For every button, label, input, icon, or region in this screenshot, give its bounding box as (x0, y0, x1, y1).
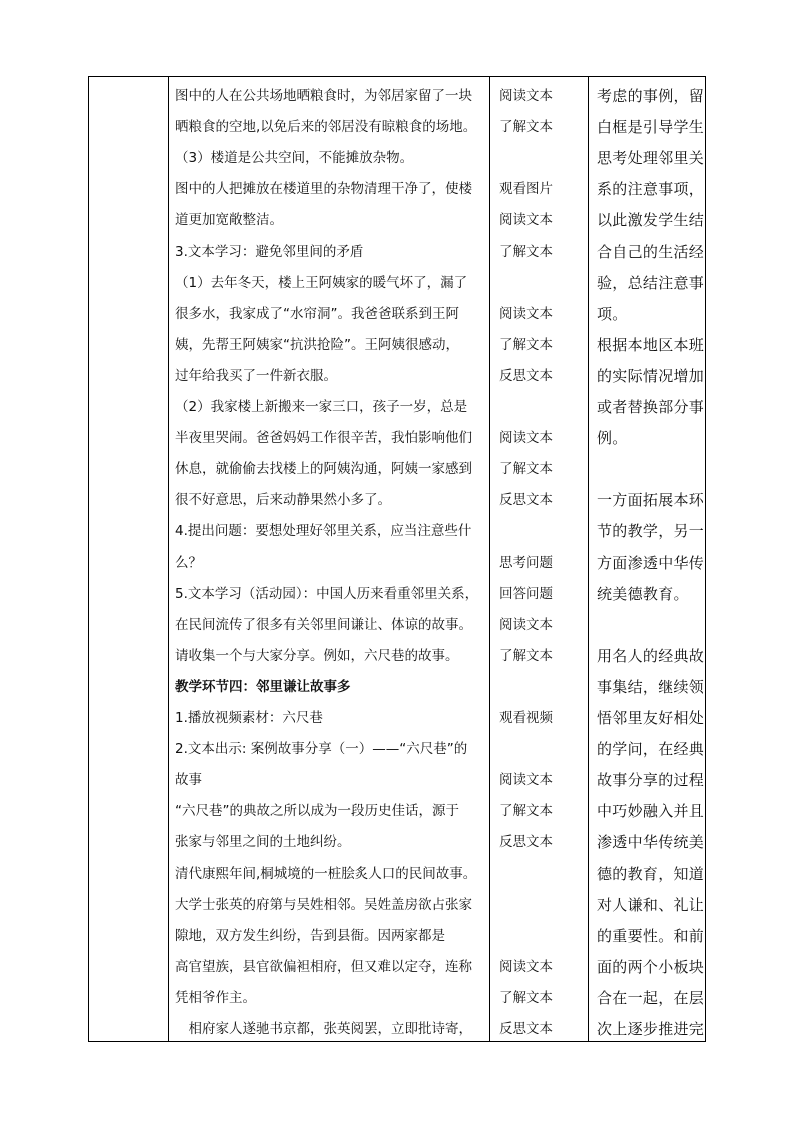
content-text-line: 图中的人在公共场地晒粮食时，为邻居家留了一块 (175, 88, 472, 104)
activity-text-line: 反思文本 (499, 834, 553, 851)
intent-text-line: 事集结，继续领 (597, 677, 705, 696)
content-text-line: “六尺巷”的典故之所以成为一段历史佳话，源于 (175, 803, 459, 820)
content-text-line: 3.文本学习：避免邻里间的矛盾 (175, 243, 364, 260)
intent-text-line: 思考处理邻里关 (597, 149, 705, 168)
content-text-line: 很多水，我家成了“水帘洞”。我爸爸联系到王阿 (175, 305, 459, 322)
student-activity-column (490, 77, 588, 1041)
intent-text-line: 面的两个小板块 (597, 957, 705, 976)
activity-text-line: 阅读文本 (499, 88, 553, 104)
content-text-line: 道更加宽敞整洁。 (175, 212, 283, 229)
content-text-line: 1.播放视频素材：六尺巷 (175, 710, 323, 726)
lesson-plan-table (88, 76, 706, 1042)
content-text-line: 凭相爷作主。 (175, 989, 256, 1006)
content-text-line: 休息，就偷偷去找楼上的阿姨沟通，阿姨一家感到 (175, 461, 472, 478)
activity-text-line: 了解文本 (499, 803, 553, 820)
intent-text-line: 故事分享的过程 (597, 771, 705, 790)
activity-text-line: 了解文本 (499, 647, 553, 664)
content-text-line: 么？ (175, 554, 202, 571)
activity-text-line: 回答问题 (499, 585, 553, 602)
intent-text-line: 的重要性。和前 (597, 926, 705, 945)
activity-text-line: 阅读文本 (499, 305, 553, 322)
intent-text-line: 对人谦和、礼让 (597, 895, 705, 914)
content-text-line: （1）去年冬天，楼上王阿姨家的暖气坏了，漏了 (175, 274, 468, 291)
content-text-line: 清代康熙年间,桐城境的一桩脍炙人口的民间故事。 (175, 865, 477, 882)
content-text-line: 姨，先帮王阿姨家“抗洪抢险”。王阿姨很感动， (175, 336, 459, 353)
activity-text-line: 了解文本 (499, 119, 553, 136)
activity-text-line: 观看视频 (499, 710, 553, 726)
content-text-line: 故事 (175, 772, 202, 789)
content-text-line: 张家与邻里之间的土地纠纷。 (175, 834, 351, 851)
content-text-line: 过年给我买了一件新衣服。 (175, 367, 337, 384)
content-text-line: 高官望族，县官欲偏袒相府，但又难以定夺，连称 (175, 958, 472, 975)
intent-text-line: 次上逐步推进完 (597, 1020, 705, 1038)
intent-text-line: 统美德教育。 (597, 584, 689, 603)
intent-text-line: 悟邻里友好相处 (597, 709, 705, 727)
intent-text-line: 合在一起，在层 (597, 988, 705, 1007)
teaching-content-column (169, 77, 489, 1041)
activity-text-line: 反思文本 (499, 492, 553, 509)
intent-text-line: 白框是引导学生 (597, 118, 705, 137)
intent-text-line: 中巧妙融入并且 (597, 802, 705, 821)
activity-text-line: 反思文本 (499, 367, 553, 384)
content-text-line: 请收集一个与大家分享。例如，六尺巷的故事。 (175, 647, 459, 664)
content-text-line: 半夜里哭闹。爸爸妈妈工作很辛苦，我怕影响他们 (175, 430, 472, 447)
activity-text-line: 思考问题 (499, 554, 553, 571)
content-text-line: 图中的人把摊放在楼道里的杂物清理干净了，使楼 (175, 181, 472, 198)
content-text-line: 大学士张英的府第与吴姓相邻。吴姓盖房欲占张家 (175, 896, 472, 913)
activity-text-line: 阅读文本 (499, 958, 553, 975)
activity-text-line: 了解文本 (499, 461, 553, 478)
intent-text-line: 或者替换部分事 (597, 398, 705, 416)
intent-text-line: 渗透中华传统美 (597, 833, 705, 852)
intent-text-line: 的学问，在经典 (597, 740, 705, 759)
activity-text-line: 阅读文本 (499, 616, 553, 633)
content-text-line: 2.文本出示: 案例故事分享（一）——“六尺巷”的 (175, 741, 468, 758)
content-text-line: 相府家人遂驰书京都，张英阅罢，立即批诗寄， (175, 1021, 472, 1037)
content-text-line: 在民间流传了很多有关邻里间谦让、体谅的故事。 (175, 616, 472, 633)
activity-text-line: 观看图片 (499, 181, 553, 198)
intent-text-line: 方面渗透中华传 (597, 553, 705, 572)
activity-text-line: 阅读文本 (499, 772, 553, 789)
intent-text-line: 项。 (597, 304, 628, 323)
blank-column (89, 77, 168, 1041)
intent-text-line: 的实际情况增加 (597, 366, 705, 385)
content-text-line: （3）楼道是公共空间，不能摊放杂物。 (175, 150, 414, 167)
content-text-line: 5.文本学习（活动园）：中国人历来看重邻里关系， (175, 585, 479, 602)
intent-text-line: 考虑的事例，留 (597, 87, 705, 105)
content-text-line: 晒粮食的空地,以免后来的邻居没有晾粮食的场地。 (175, 119, 477, 136)
activity-text-line: 了解文本 (499, 243, 553, 260)
intent-text-line: 以此激发学生结 (597, 211, 705, 230)
intent-text-line: 节的教学，另一 (597, 522, 705, 541)
design-intent-column (589, 77, 707, 1041)
activity-text-line: 阅读文本 (499, 212, 553, 229)
content-text-line: 很不好意思，后来动静果然小多了。 (175, 492, 391, 509)
intent-text-line: 根据本地区本班 (597, 335, 705, 354)
intent-text-line: 德的教育，知道 (597, 864, 705, 883)
intent-text-line: 验，总结注意事 (597, 273, 705, 292)
content-text-line: 4.提出问题：要想处理好邻里关系，应当注意些什 (175, 523, 472, 540)
content-text-line: （2）我家楼上新搬来一家三口，孩子一岁，总是 (175, 399, 468, 415)
content-text-line: 教学环节四：邻里谦让故事多 (175, 678, 351, 695)
content-text-line: 隙地，双方发生纠纷，告到县衙。因两家都是 (175, 927, 445, 944)
activity-text-line: 阅读文本 (499, 430, 553, 447)
activity-text-line: 了解文本 (499, 336, 553, 353)
activity-text-line: 了解文本 (499, 989, 553, 1006)
intent-text-line: 用名人的经典故 (597, 646, 705, 665)
intent-text-line: 合自己的生活经 (597, 242, 705, 261)
intent-text-line: 系的注意事项， (597, 180, 705, 199)
intent-text-line: 例。 (597, 429, 628, 448)
activity-text-line: 反思文本 (499, 1021, 553, 1037)
intent-text-line: 一方面拓展本环 (597, 491, 705, 510)
